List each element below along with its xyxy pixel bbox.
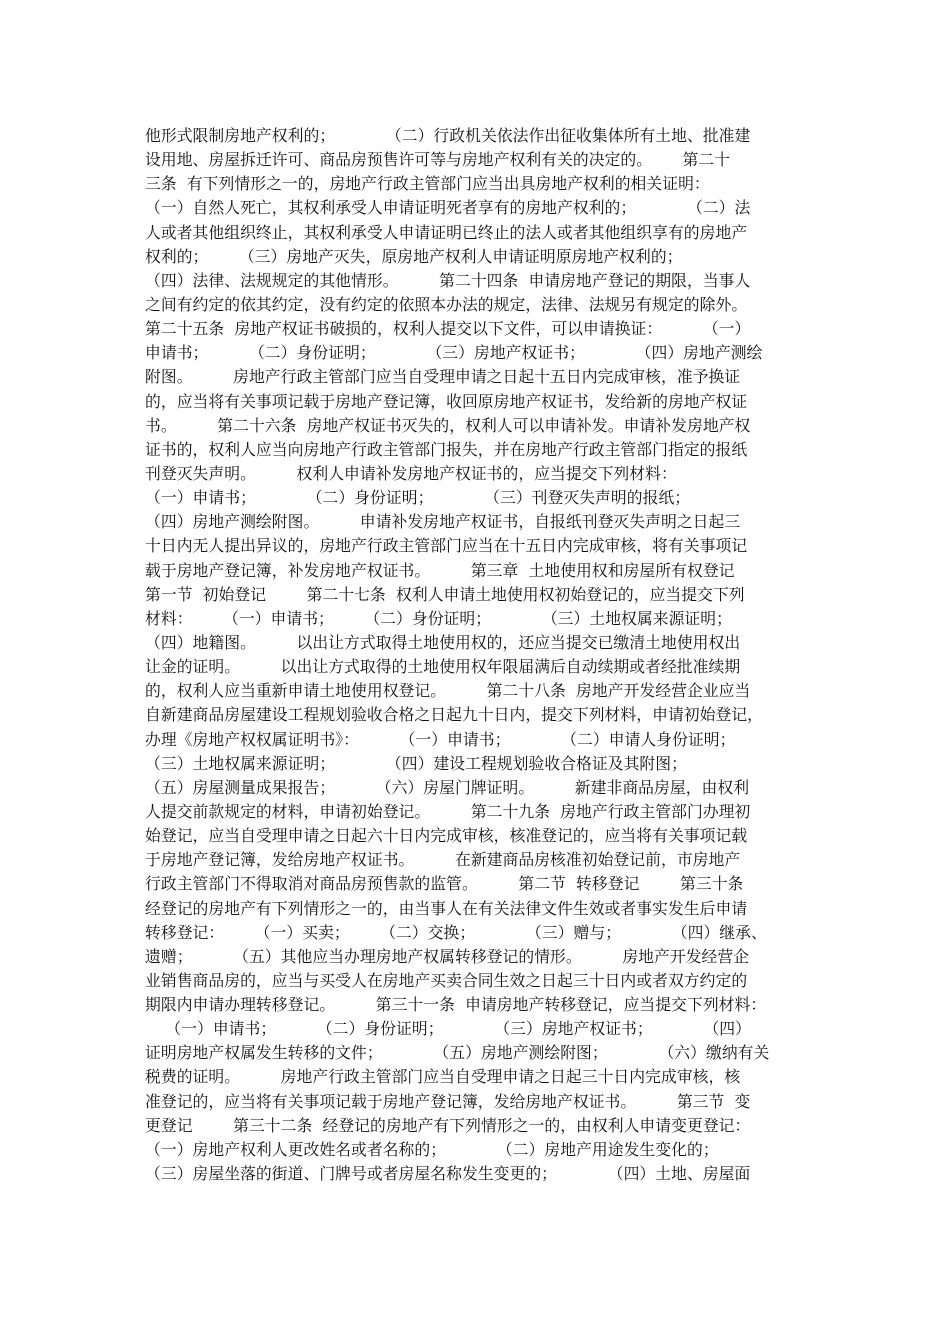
text-line: 遗赠； （五）其他应当办理房地产权属转移登记的情形。 房地产开发经营企 — [145, 946, 750, 966]
text-line: （三）房屋坐落的街道、门牌号或者房屋名称发生变更的； （四）土地、房屋面 — [145, 1164, 751, 1184]
text-line: （四）地籍图。 以出让方式取得土地使用权的，还应当提交已缴清土地使用权出 — [145, 632, 741, 652]
document-page — [145, 124, 813, 1186]
text-line: （四）房地产测绘附图。 申请补发房地产权证书，自报纸刊登灭失声明之日起三 — [145, 512, 741, 532]
text-line: 期限内申请办理转移登记。 第三十一条 申请房地产转移登记，应当提交下列材料： — [145, 995, 767, 1015]
text-line: （五）房屋测量成果报告； （六）房屋门牌证明。 新建非商品房屋，由权利 — [145, 777, 750, 797]
text-line: 第二十五条 房地产权证书破损的，权利人提交以下文件，可以申请换证： （一） — [145, 319, 751, 339]
text-line: 证书的，权利人应当向房地产行政主管部门报失，并在房地产行政主管部门指定的报纸 — [145, 439, 748, 459]
text-line: 申请书； （二）身份证明； （三）房地产权证书； （四）房地产测绘 — [145, 343, 763, 363]
text-line: （四）法律、法规规定的其他情形。 第二十四条 申请房地产登记的期限，当事人 — [145, 270, 751, 290]
text-line: 刊登灭失声明。 权利人申请补发房地产权证书的，应当提交下列材料： — [145, 463, 677, 483]
text-line: （一）申请书； （二）身份证明； （三）房地产权证书； （四） — [145, 1019, 751, 1039]
text-line: 始登记，应当自受理申请之日起六十日内完成审核，核准登记的，应当将有关事项记载 — [145, 826, 748, 846]
text-line: 材料： （一）申请书； （二）身份证明； （三）土地权属来源证明； — [145, 608, 732, 628]
text-line: 载于房地产登记簿，补发房地产权证书。 第三章 土地使用权和房屋所有权登记 — [145, 560, 735, 580]
text-line: （一）房地产权利人更改姓名或者名称的； （二）房地产用途发生变化的； — [145, 1139, 719, 1159]
text-line: 经登记的房地产有下列情形之一的，由当事人在有关法律文件生效或者事实发生后申请 — [145, 898, 748, 918]
text-line: 的，权利人应当重新申请土地使用权登记。 第二十八条 房地产开发经营企业应当 — [145, 681, 751, 701]
text-line: 证明房地产权属发生转移的文件； （五）房地产测绘附图； （六）缴纳有关 — [145, 1043, 770, 1063]
text-line: 书。 第二十六条 房地产权证书灭失的，权利人可以申请补发。申请补发房地产权 — [145, 415, 751, 435]
text-line: 让金的证明。 以出让方式取得的土地使用权年限届满后自动续期或者经批准续期 — [145, 657, 741, 677]
text-line: 准登记的，应当将有关事项记载于房地产登记簿，发给房地产权证书。 第三节 变 — [145, 1091, 751, 1111]
text-line: 他形式限制房地产权利的； （二）行政机关依法作出征收集体所有土地、批准建 — [145, 126, 751, 145]
text-line: 的，应当将有关事项记载于房地产登记簿，收回原房地产权证书，发给新的房地产权证 — [145, 391, 748, 411]
text-line: 之间有约定的依其约定，没有约定的依照本办法的规定，法律、法规另有规定的除外。 — [145, 294, 748, 314]
text-line: 业销售商品房的，应当与买受人在房地产买卖合同生效之日起三十日内或者双方约定的 — [145, 970, 748, 990]
text-line: （一）申请书； （二）身份证明； （三）刊登灭失声明的报纸； — [145, 488, 691, 508]
text-line: 转移登记： （一）买卖； （二）交换； （三）赠与； （四）继承、 — [145, 922, 767, 942]
text-line: 自新建商品房屋建设工程规划验收合格之日起九十日内，提交下列材料，申请初始登记， — [145, 705, 764, 725]
text-line: 设用地、房屋拆迁许可、商品房预售许可等与房地产权利有关的决定的。 第二十 — [145, 150, 731, 170]
text-line: 人或者其他组织终止，其权利承受人申请证明已终止的法人或者其他组织享有的房地产 — [145, 222, 748, 242]
text-line: 三条 有下列情形之一的，房地产行政主管部门应当出具房地产权利的相关证明： — [145, 174, 710, 194]
text-line: 办理《房地产权权属证明书》： （一）申请书； （二）申请人身份证明； — [145, 729, 736, 749]
text-line: 更登记 第三十二条 经登记的房地产有下列情形之一的，由权利人申请变更登记： — [145, 1115, 751, 1135]
text-line: （三）土地权属来源证明； （四）建设工程规划验收合格证及其附图； — [145, 753, 687, 773]
text-line: 十日内无人提出异议的，房地产行政主管部门应当在十五日内完成审核，将有关事项记 — [145, 536, 748, 556]
text-line: 于房地产登记簿，发给房地产权证书。 在新建商品房核准初始登记前，市房地产 — [145, 850, 741, 870]
text-line: 人提交前款规定的材料，申请初始登记。 第二十九条 房地产行政主管部门办理初 — [145, 801, 751, 821]
text-line: 第一节 初始登记 第二十七条 权利人申请土地使用权初始登记的，应当提交下列 — [145, 584, 745, 604]
text-line: 行政主管部门不得取消对商品房预售款的监管。 第二节 转移登记 第三十条 — [145, 874, 744, 894]
text-line: 权利的； （三）房地产灭失，原房地产权利人申请证明原房地产权利的； — [145, 246, 683, 266]
text-line: 附图。 房地产行政主管部门应当自受理申请之日起十五日内完成审核，准予换证 — [145, 367, 741, 387]
text-line: （一）自然人死亡，其权利承受人申请证明死者享有的房地产权利的； （二）法 — [145, 198, 751, 218]
text-line: 税费的证明。 房地产行政主管部门应当自受理申请之日起三十日内完成审核，核 — [145, 1067, 741, 1087]
